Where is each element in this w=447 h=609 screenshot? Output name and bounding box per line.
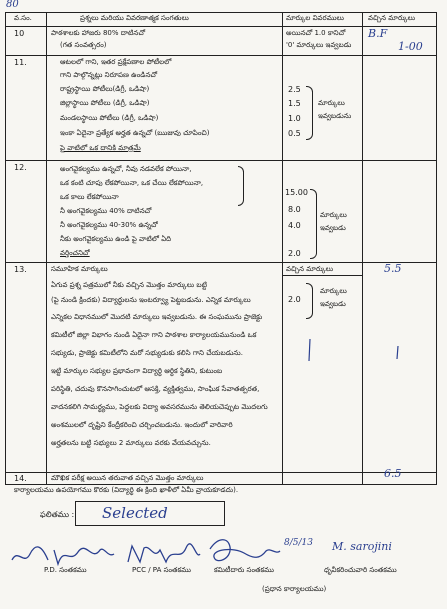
member-signature-label: కమిటీదారు సంతకము: [214, 566, 274, 574]
row13-line: కమిటీలో జిల్లా విభాగం నుండి ఏదైనా గాని పాఠశాల కార్యాలయమునుండి ఒక: [51, 331, 257, 339]
tick-mark-icon: [392, 343, 406, 363]
row13-line: ఇట్టి మార్కుల సభ్యుల ప్రభావంగా విద్యార్థి ఆర్థిక స్థితిని, కుటుంబ: [51, 367, 223, 375]
header-no: వ.సం.: [14, 14, 32, 22]
row11-mark: 1.5: [288, 99, 301, 108]
signature-date: 8/5/13: [284, 538, 313, 548]
result-label: ఫలితము :: [40, 510, 75, 519]
row12-mark: 15.00: [285, 188, 308, 197]
row11-line: మండలస్థాయి పోటీలు (డిగ్రీ, ఒడిషా): [60, 114, 159, 122]
row13-brace-label1: మార్కులు: [320, 287, 347, 295]
row10-no: 10: [14, 29, 25, 38]
row11-line: రాష్ట్రస్థాయి పోటీలు(డిగ్రీ, ఒడిషా): [60, 85, 150, 93]
row10-got1: B.F: [368, 27, 388, 40]
row11-mark: 0.5: [288, 129, 301, 138]
page-corner-number: 80: [6, 0, 19, 10]
row13-no: 13.: [14, 265, 27, 274]
row13-detail-head: వచ్చిన మార్కులు: [286, 265, 334, 273]
pd-signature-label: P.D. సంతకము: [44, 566, 87, 574]
result-value: Selected: [102, 504, 168, 522]
result-box: [75, 501, 225, 526]
header-marks-detail: మార్కుల వివరములు: [286, 14, 344, 22]
row10-detail1: అయినచో 1.0 కానిచో: [286, 29, 346, 37]
row11-mark: 2.5: [288, 85, 301, 94]
row13-line: వాదనకలిగి సామర్థ్యము, పెద్దలకు విద్యా అవసరమును తెలియచెప్పుట మొదలగు: [51, 403, 268, 411]
row13-line: ఎన్నికల విధానములో మొదటి మార్కులు ఇవ్వబడును. ఈ సంఘమును ప్రాజెక్టు: [51, 313, 263, 321]
row12-left-brace: [238, 166, 244, 206]
row12-brace: [310, 189, 317, 259]
head-office-label: (ప్రధాన కార్యాలయము): [262, 585, 327, 593]
row11-line: గాని పాల్గొన్నట్లు నిరూపణ ఉండినచో: [60, 71, 158, 79]
row12-line: నీ అంగవైకల్యము 40% దాటినచో: [60, 207, 152, 215]
row11-no: 11.: [14, 58, 27, 67]
row12-mark: 4.0: [288, 221, 301, 230]
row12-brace-label1: మార్కులు: [320, 211, 347, 219]
row14-text: మౌఖిక పరీక్ష అయిన తరువాత వచ్చిన మొత్తం మార్కులు: [51, 474, 204, 482]
row12-line: ఒక కంటి చూపు లేకపోయినా, ఒక చేయి లేకపోయినా,: [60, 179, 204, 187]
row13-brace: [306, 283, 313, 319]
row10-detail2: '0' మార్కులు ఇవ్వబడు: [286, 41, 352, 49]
row12-mark: 2.0: [288, 249, 301, 258]
row11-brace-label1: మార్కులు: [318, 99, 345, 107]
row13-line: అంశములలో దృష్టిని కేంద్రీకరించి చర్చించబడును. ఇందులో వారివారి: [51, 421, 233, 429]
tick-mark-icon: [300, 335, 320, 365]
row12-line: నీకు అంగవైకల్యము ఉండి పై వాటిలో ఏది: [60, 235, 172, 243]
row12-line: ఒక కాలు లేకపోయినా: [60, 193, 119, 201]
row14-got: 6.5: [384, 467, 402, 480]
office-use-note: కార్యాలయము ఉపయోగము కొరకు (విద్యార్థి ఈ క్రింది ఖాళీలో ఏమీ వ్రాయకూడదు).: [14, 486, 239, 494]
row10-text: పాఠశాలకు హాజరు 80% దాటినచో: [51, 29, 146, 37]
row12-mark: 8.0: [288, 205, 301, 214]
row13-brace-label2: ఇవ్వబడు: [320, 300, 346, 308]
row12-no: 12.: [14, 163, 27, 172]
row12-brace-label2: ఇవ్వబడు: [320, 224, 346, 232]
row13-mark: 2.0: [288, 295, 301, 304]
row11-brace: [306, 86, 313, 140]
row13-line: సభ్యుడు, ప్రాజెక్టు కమిటీలోని మరో సభ్యుడుకు కలిసి గాని చేయబడును.: [51, 349, 243, 357]
officer-initials: M. sarojini: [332, 540, 392, 553]
row13-line: (పై నుండి క్రిందకు) విద్యార్థులను ఇంటర్వ్యూ పెట్టబడును. ఎన్నిక మార్కులు: [51, 296, 251, 304]
row10-got2: 1-00: [398, 40, 423, 53]
row11-line: ఆటలలో గాని, ఇతర ప్రక్షేపణాల పోటీలలో: [60, 58, 172, 66]
row12-line: నీ అంగవైకల్యము 40-30% ఉన్నచో: [60, 221, 158, 229]
officer-signature-label: ధృవీకరించువారి సంతకము: [324, 566, 397, 574]
header-marks-obtained: వచ్చిన మార్కులు: [368, 14, 416, 22]
row13-line: అర్హతలను బట్టి సభ్యులు 2 మార్కులు వరకు వేయవచ్చును.: [51, 439, 211, 447]
row14-no: 14.: [14, 474, 27, 483]
row13-line: ఏగువ ప్రశ్న పత్రములో నీకు వచ్చిన మొత్తం మార్కులు బట్టి: [51, 281, 207, 289]
row13-title: సమూహిక మార్కులు: [51, 265, 108, 273]
row13-got: 5.5: [384, 262, 402, 275]
row12-line: అంగవైకల్యము ఉన్నచో, నీవు నడవలేక పోయినా,: [60, 165, 192, 173]
row11-line: పై వాటిలో ఒక దానికి మాత్రమే: [60, 144, 141, 152]
row11-brace-label2: ఇవ్వబడును: [318, 112, 352, 120]
row12-line: వర్తించనిచో: [60, 249, 90, 257]
row11-mark: 1.0: [288, 114, 301, 123]
row13-line: పరిస్థితి, చదువు కొనసాగించుటలో ఆసక్తి, వ్యక్తిత్వము, సాంఘిక సేవాతత్పరత,: [51, 385, 260, 393]
row10-text2: (గత సంవత్సరం): [60, 41, 107, 49]
row11-line: జిల్లాస్థాయి పోటీలు (డిగ్రీ, ఒడిషా): [60, 99, 150, 107]
pcc-signature-label: PCC / PA సంతకము: [132, 566, 191, 574]
header-question: ప్రశ్నలు మరియు వివరణాత్మక సంగతులు: [80, 14, 189, 22]
row11-line: ఇంకా ఏదైనా ప్రత్యేక అర్హత ఉన్నచో (ఋజువు చూపించి): [60, 129, 210, 137]
